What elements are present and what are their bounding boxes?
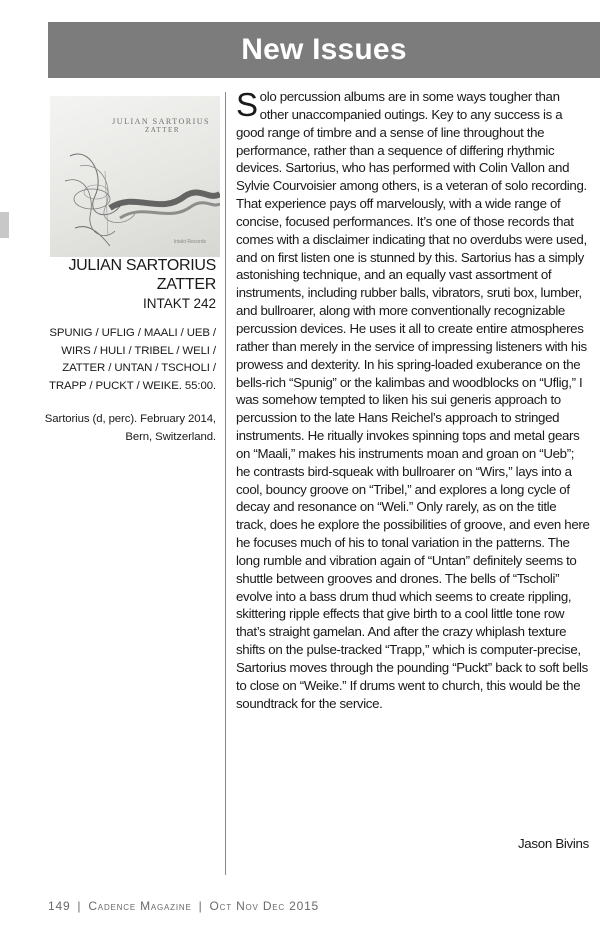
footer-separator: | [77,899,82,913]
review-body [236,88,590,713]
artist-name: JULIAN SARTORIUS [68,257,216,274]
personnel-info: Sartorius (d, perc). February 2014, Bern, Switzerland. [44,413,216,443]
cover-title-text: ZATTER [144,126,180,134]
issue-date: Oct Nov Dec 2015 [209,899,320,913]
column-divider [225,92,226,875]
drop-cap: S [236,86,258,123]
review-text: olo percussion albums are in some ways tougher than other unaccompanied outings. Key to any success is a good range of timbre and a sense of line throughout the performance, rather than a sequence of differing rhythmic devices. Sartorius, who has performed with Colin Vallon and Sylvie Courvoisier among others, is a veteran of solo recording. That experience pays off marvelously, with a wide range of concise, focused performances. It’s one of those records that comes with a disclaimer indicating that no overdubs were used, and on first listen one is stunned by this. Sartorius has a simply astonishing technique, and an equally vast assortment of instruments, including rubber balls, vibrators, sruti box, lumber, and bullroarer, along with more conventionally recognizable percussion devices. He uses it all to create entire atmospheres rather than merely in the service of impressing listeners with his prowess and dexterity. In his spring-loaded exuberance on the bells-rich “Spunig” or the kalimbas and woodblocks on “Uflig,” I was somehow tempted to liken his sui generis approach to percussion to the late Hans Reichel’s approach to stringed instruments. He ritually invokes spinning tops and metal gears on “Maali,” makes his instruments moan and groan on “Ueb”; he contrasts bird-squeak with bullroarer on “Wirs,” lays into a cool, bouncy groove on “Tribel,” and explores a long cycle of decay and resonance on “Weli.” Only rarely, as on the title track, does he explore the possibilities of groove, and even here he focuses much of his to tonal variation in the patterns. The long rumble and vibration again of “Untan” definitely seems to shuttle between grooves and drones. The bells of “Tscholi” evolve into a bass drum thud which seems to create rippling, skittering ripple effects that give birth to a cool little tone row that’s straight gamelan. And after the crazy whiplash texture shifts on the pulse-tracked “Trapp,” which is computer-precise, Sartorius moves through the pounding “Puckt” back to soft bells to close on “Weike.” If drums went to church, this would be the soundtrack for the service. [236,89,590,711]
cover-artist-text: JULIAN SARTORIUS [112,117,210,126]
page-footer [48,899,319,913]
review-paragraph [236,88,590,713]
section-header [48,22,600,78]
page-number: 149 [48,899,71,913]
page-edge-marker [0,212,9,238]
label-catalog: INTAKT 242 [142,296,216,311]
review-author: Jason Bivins [517,836,589,851]
track-list: SPUNIG / UFLIG / MAALI / UEB / WIRS / HULI / TRIBEL / WELI / ZATTER / UNTAN / TSCHOLI / TRAPP / PUCKT / WEIKE. 55:00. [49,327,216,392]
cover-label-text: Intakt Records [173,239,206,245]
magazine-name: Cadence Magazine [88,899,192,913]
album-cover [50,96,220,257]
album-info [40,256,216,447]
footer-separator: | [198,899,203,913]
section-title: New Issues [241,33,407,66]
album-title: ZATTER [156,276,216,293]
